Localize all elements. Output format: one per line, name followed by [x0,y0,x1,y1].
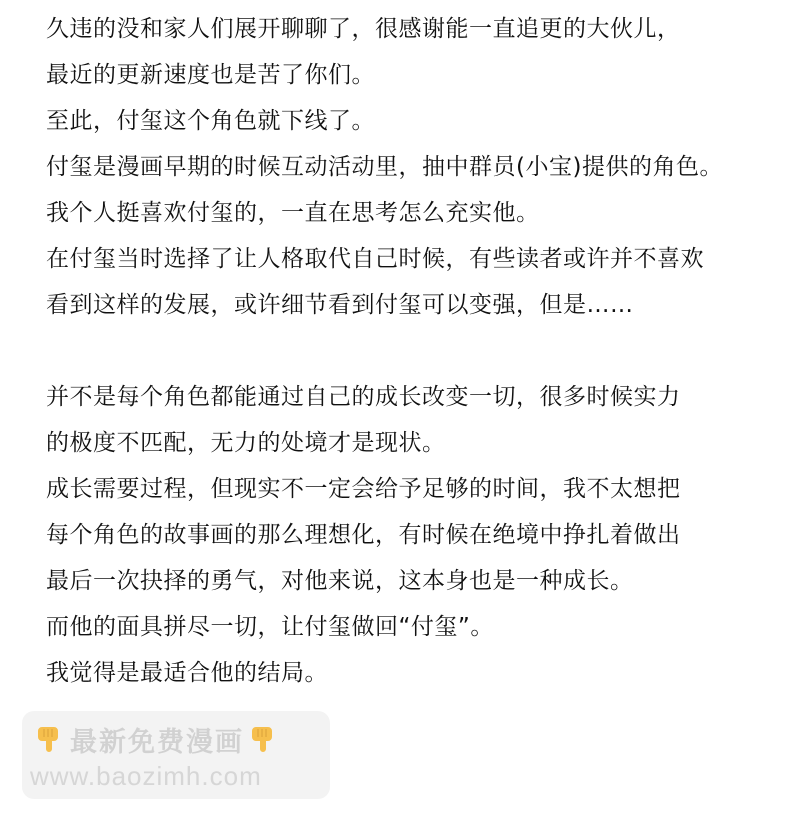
text-line: 付玺是漫画早期的时候互动活动里，抽中群员(小宝)提供的角色。 [46,154,723,180]
text-line: 并不是每个角色都能通过自己的成长改变一切，很多时候实力 [46,384,681,410]
text-line: 我觉得是最适合他的结局。 [46,660,328,686]
text-line: 最后一次抉择的勇气，对他来说，这本身也是一种成长。 [46,568,634,594]
watermark-header [34,721,280,757]
pointing-down-hand-icon [34,723,66,755]
text-line: 最近的更新速度也是苦了你们。 [46,62,375,88]
site-watermark [22,711,330,799]
text-line: 至此，付玺这个角色就下线了。 [46,108,375,134]
pointing-down-hand-icon [248,723,280,755]
watermark-url: www.baozimh.com [30,761,262,791]
text-line: 看到这样的发展，或许细节看到付玺可以变强，但是…… [46,292,634,318]
paragraph-gap [46,328,786,374]
watermark-title: 最新免费漫画 [70,726,244,758]
text-line: 的极度不匹配，无力的处境才是现状。 [46,430,446,456]
text-line: 而他的面具拼尽一切，让付玺做回“付玺”。 [46,614,494,640]
text-line: 我个人挺喜欢付玺的，一直在思考怎么充实他。 [46,200,540,226]
paragraph-1 [46,6,786,328]
text-line: 每个角色的故事画的那么理想化，有时候在绝境中挣扎着做出 [46,522,681,548]
author-note [46,6,786,696]
text-line: 成长需要过程，但现实不一定会给予足够的时间，我不太想把 [46,476,681,502]
text-line: 久违的没和家人们展开聊聊了，很感谢能一直追更的大伙儿， [46,16,681,42]
text-line: 在付玺当时选择了让人格取代自己时候，有些读者或许并不喜欢 [46,246,704,272]
paragraph-2 [46,374,786,696]
